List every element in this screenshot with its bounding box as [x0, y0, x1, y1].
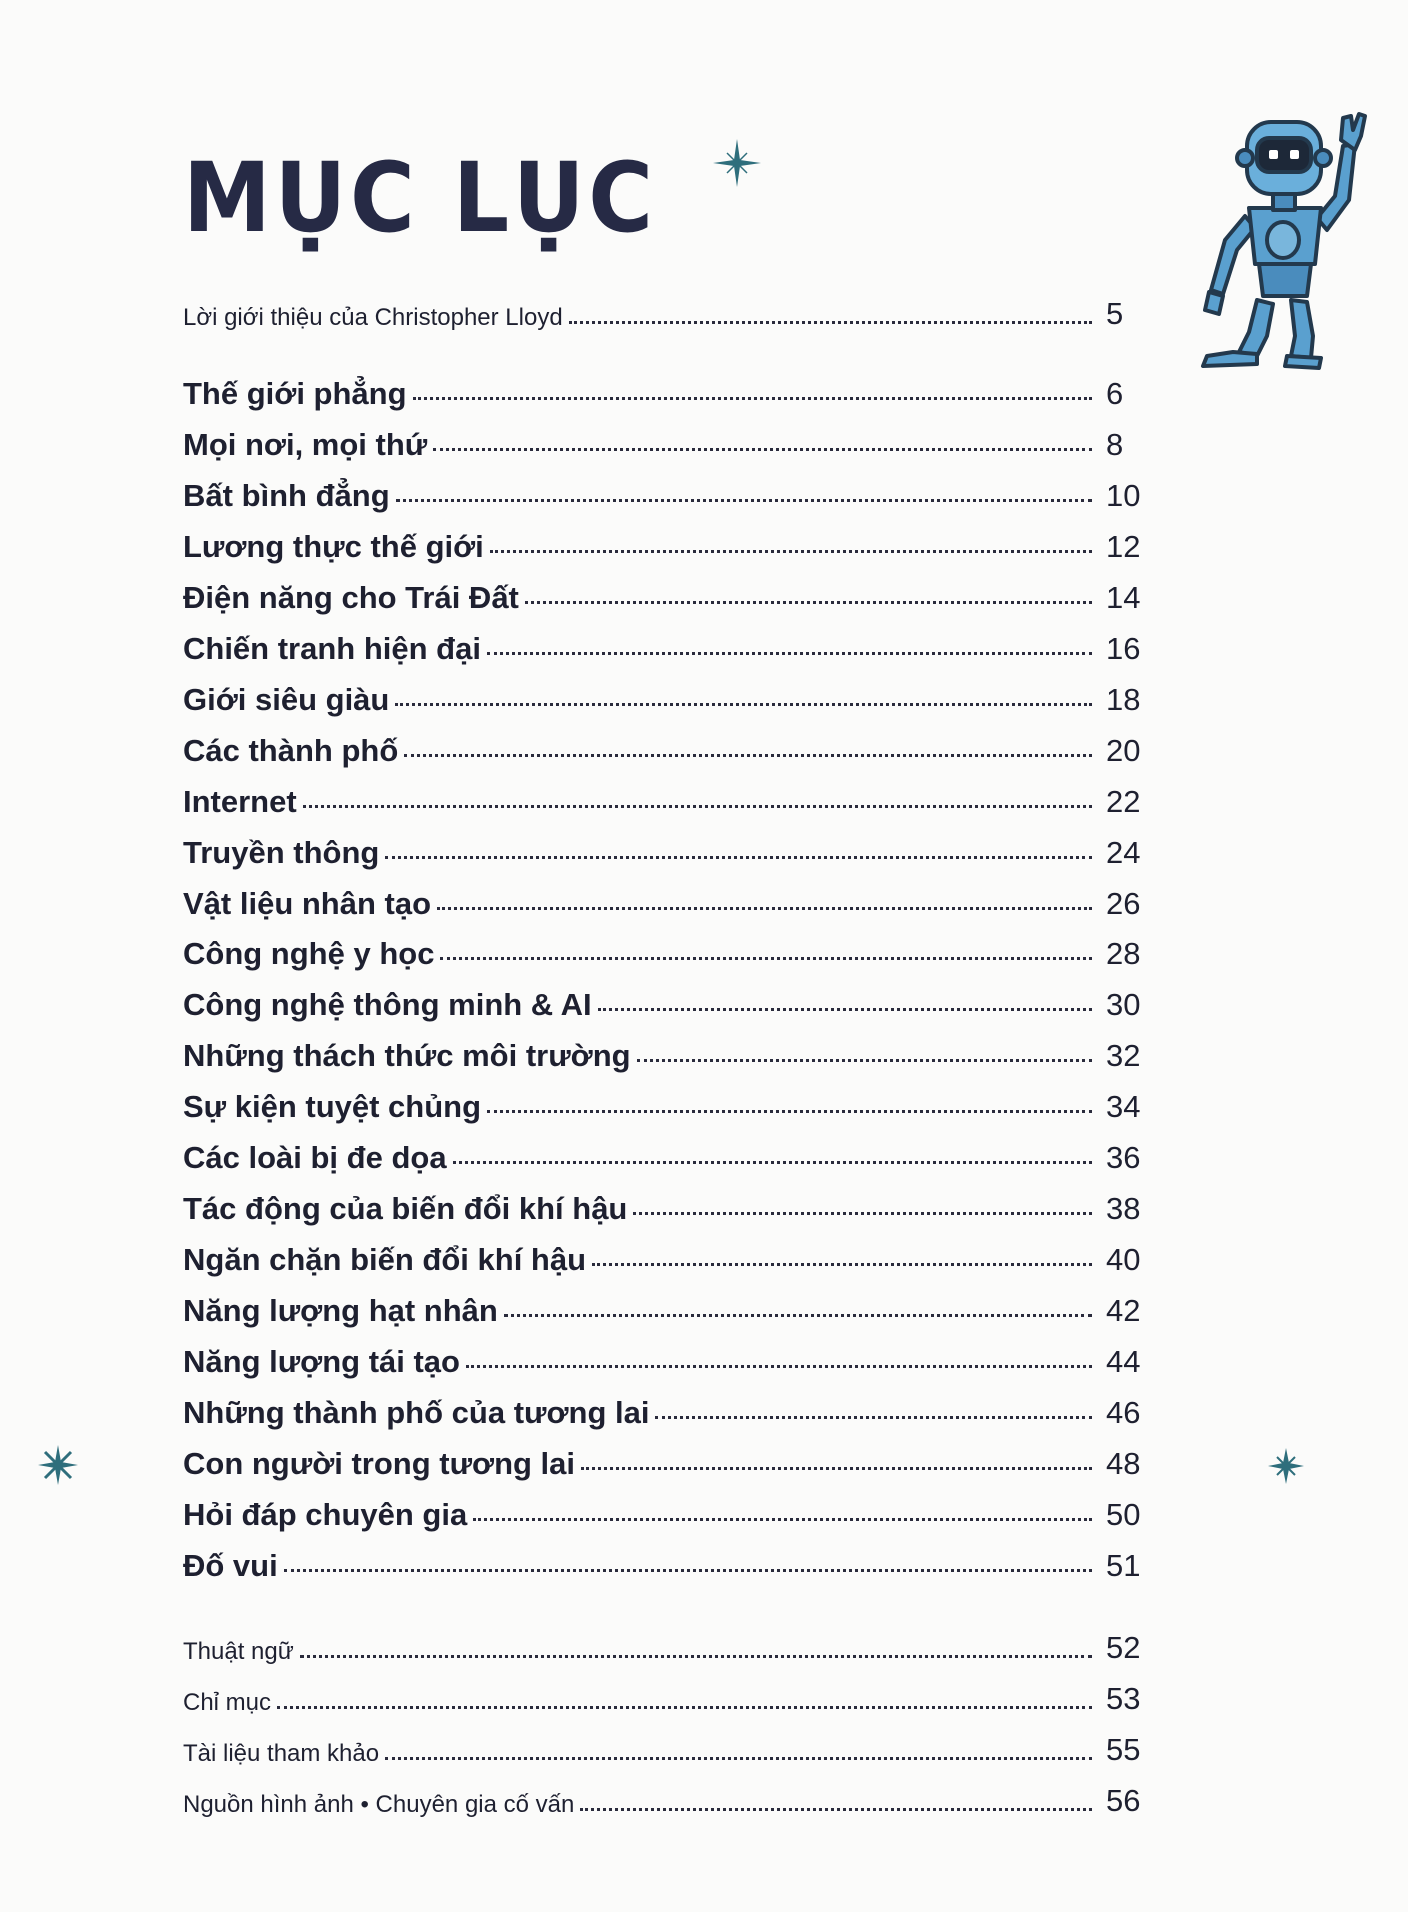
toc-page-number: 36 — [1106, 1140, 1141, 1175]
toc-entry-title: Truyền thông — [183, 835, 380, 870]
toc-page-number: 14 — [1106, 580, 1141, 615]
toc-page-number: 53 — [1106, 1681, 1141, 1716]
toc-entry-title: Nguồn hình ảnh • Chuyên gia cố vấn — [183, 1791, 575, 1818]
dot-leader — [437, 907, 1092, 910]
toc-entry-title: Mọi nơi, mọi thứ — [183, 427, 428, 462]
toc-page-number: 18 — [1106, 682, 1141, 717]
toc-entry-title: Những thành phố của tương lai — [183, 1395, 650, 1430]
toc-entry-title: Năng lượng tái tạo — [183, 1344, 460, 1379]
toc-entry-title: Công nghệ thông minh & AI — [183, 987, 592, 1022]
toc-chapter-row[interactable] — [183, 413, 1158, 463]
dot-leader — [385, 856, 1092, 859]
toc-page-number: 22 — [1106, 784, 1141, 819]
toc-entry-title: Các thành phố — [183, 733, 399, 768]
dot-leader — [440, 957, 1092, 960]
sparkle-star-icon — [712, 138, 762, 188]
toc-chapter-row[interactable] — [183, 1381, 1158, 1431]
sparkle-star-icon — [36, 1443, 80, 1487]
toc-chapter-row[interactable] — [183, 872, 1158, 922]
toc-entry-title: Vật liệu nhân tạo — [183, 886, 432, 921]
toc-page-number: 32 — [1106, 1038, 1141, 1073]
toc-page-number: 52 — [1106, 1630, 1141, 1665]
toc-chapter-row[interactable] — [183, 719, 1158, 769]
dot-leader — [637, 1059, 1092, 1062]
toc-entry-title: Điện năng cho Trái Đất — [183, 580, 519, 615]
toc-entry-title: Con người trong tương lai — [183, 1446, 576, 1481]
toc-page-number: 56 — [1106, 1783, 1141, 1818]
toc-entry-title: Bất bình đẳng — [183, 478, 390, 513]
dot-leader — [487, 652, 1092, 655]
robot-illustration — [1195, 100, 1375, 370]
dot-leader — [385, 1757, 1092, 1760]
toc-chapter-row[interactable] — [183, 515, 1158, 565]
toc-chapter-row[interactable] — [183, 1330, 1158, 1380]
toc-chapter-row[interactable] — [183, 770, 1158, 820]
dot-leader — [592, 1263, 1092, 1266]
toc-chapter-row[interactable] — [183, 617, 1158, 667]
toc-page-number: 10 — [1106, 478, 1141, 513]
toc-entry-title: Ngăn chặn biến đổi khí hậu — [183, 1242, 587, 1277]
toc-chapter-row[interactable] — [183, 464, 1158, 514]
dot-leader — [303, 805, 1092, 808]
toc-entry-title: Internet — [183, 784, 297, 819]
toc-page-number: 16 — [1106, 631, 1141, 666]
dot-leader — [633, 1212, 1092, 1215]
dot-leader — [504, 1314, 1092, 1317]
toc-entry-title: Những thách thức môi trường — [183, 1038, 631, 1073]
dot-leader — [490, 550, 1092, 553]
toc-appendix-row[interactable] — [183, 1616, 1158, 1666]
toc-entry-title: Hỏi đáp chuyên gia — [183, 1497, 468, 1532]
dot-leader — [300, 1655, 1092, 1658]
dot-leader — [581, 1467, 1092, 1470]
toc-page-number: 5 — [1106, 296, 1124, 331]
toc-entry-title: Năng lượng hạt nhân — [183, 1293, 498, 1328]
toc-page-number: 28 — [1106, 936, 1141, 971]
dot-leader — [598, 1008, 1092, 1011]
toc-entry-title: Sự kiện tuyệt chủng — [183, 1089, 482, 1124]
sparkle-star-icon — [1266, 1446, 1306, 1486]
toc-appendix-row[interactable] — [183, 1769, 1158, 1819]
toc-chapter-row[interactable] — [183, 668, 1158, 718]
toc-page-number: 20 — [1106, 733, 1141, 768]
toc-chapter-row[interactable] — [183, 1177, 1158, 1227]
toc-chapter-row[interactable] — [183, 1228, 1158, 1278]
toc-page-number: 44 — [1106, 1344, 1141, 1379]
toc-page-number: 48 — [1106, 1446, 1141, 1481]
toc-entry-title: Lời giới thiệu của Christopher Lloyd — [183, 304, 563, 331]
toc-page-number: 50 — [1106, 1497, 1141, 1532]
page-title: MỤC LỤC — [183, 142, 657, 254]
toc-entry-title: Tài liệu tham khảo — [183, 1740, 380, 1767]
dot-leader — [569, 321, 1092, 324]
toc-appendix-row[interactable] — [183, 1718, 1158, 1768]
toc-appendix-row[interactable] — [183, 1667, 1158, 1717]
toc-chapter-row[interactable] — [183, 566, 1158, 616]
toc-page-number: 51 — [1106, 1548, 1141, 1583]
dot-leader — [395, 703, 1092, 706]
toc-page-number: 55 — [1106, 1732, 1141, 1767]
dot-leader — [396, 499, 1092, 502]
toc-entry-title: Các loài bị đe dọa — [183, 1140, 447, 1175]
toc-chapter-row[interactable] — [183, 922, 1158, 972]
toc-page-number: 24 — [1106, 835, 1141, 870]
toc-entry-title: Lương thực thế giới — [183, 529, 484, 564]
toc-chapter-row[interactable] — [183, 362, 1158, 412]
toc-page-number: 12 — [1106, 529, 1141, 564]
toc-chapter-row[interactable] — [183, 1075, 1158, 1125]
toc-page-number: 40 — [1106, 1242, 1141, 1277]
toc-page-number: 26 — [1106, 886, 1141, 921]
dot-leader — [525, 601, 1092, 604]
dot-leader — [453, 1161, 1092, 1164]
dot-leader — [487, 1110, 1092, 1113]
dot-leader — [473, 1518, 1092, 1521]
dot-leader — [466, 1365, 1092, 1368]
toc-entry-title: Tác động của biến đổi khí hậu — [183, 1191, 628, 1226]
toc-page-number: 30 — [1106, 987, 1141, 1022]
toc-chapter-row[interactable] — [183, 1534, 1158, 1584]
toc-page-number: 42 — [1106, 1293, 1141, 1328]
toc-entry-title: Công nghệ y học — [183, 936, 435, 971]
toc-entry-title: Đố vui — [183, 1548, 278, 1583]
toc-chapter-row[interactable] — [183, 1126, 1158, 1176]
toc-entry-title: Chỉ mục — [183, 1689, 272, 1716]
toc-intro-row[interactable] — [183, 282, 1158, 332]
dot-leader — [413, 397, 1092, 400]
toc-chapter-row[interactable] — [183, 973, 1158, 1023]
dot-leader — [580, 1808, 1092, 1811]
dot-leader — [433, 448, 1092, 451]
toc-chapter-row[interactable] — [183, 1024, 1158, 1074]
toc-entry-title: Thế giới phẳng — [183, 376, 407, 411]
toc-page-number: 46 — [1106, 1395, 1141, 1430]
toc-chapter-row[interactable] — [183, 1432, 1158, 1482]
toc-entry-title: Chiến tranh hiện đại — [183, 631, 481, 666]
dot-leader — [277, 1706, 1092, 1709]
toc-page-number: 34 — [1106, 1089, 1141, 1124]
toc-page-number: 38 — [1106, 1191, 1141, 1226]
toc-entry-title: Giới siêu giàu — [183, 682, 390, 717]
dot-leader — [404, 754, 1092, 757]
dot-leader — [655, 1416, 1092, 1419]
dot-leader — [284, 1569, 1092, 1572]
toc-page-number: 8 — [1106, 427, 1124, 462]
toc-chapter-row[interactable] — [183, 821, 1158, 871]
toc-page-number: 6 — [1106, 376, 1124, 411]
toc-entry-title: Thuật ngữ — [183, 1638, 294, 1665]
toc-chapter-row[interactable] — [183, 1279, 1158, 1329]
toc-chapter-row[interactable] — [183, 1483, 1158, 1533]
